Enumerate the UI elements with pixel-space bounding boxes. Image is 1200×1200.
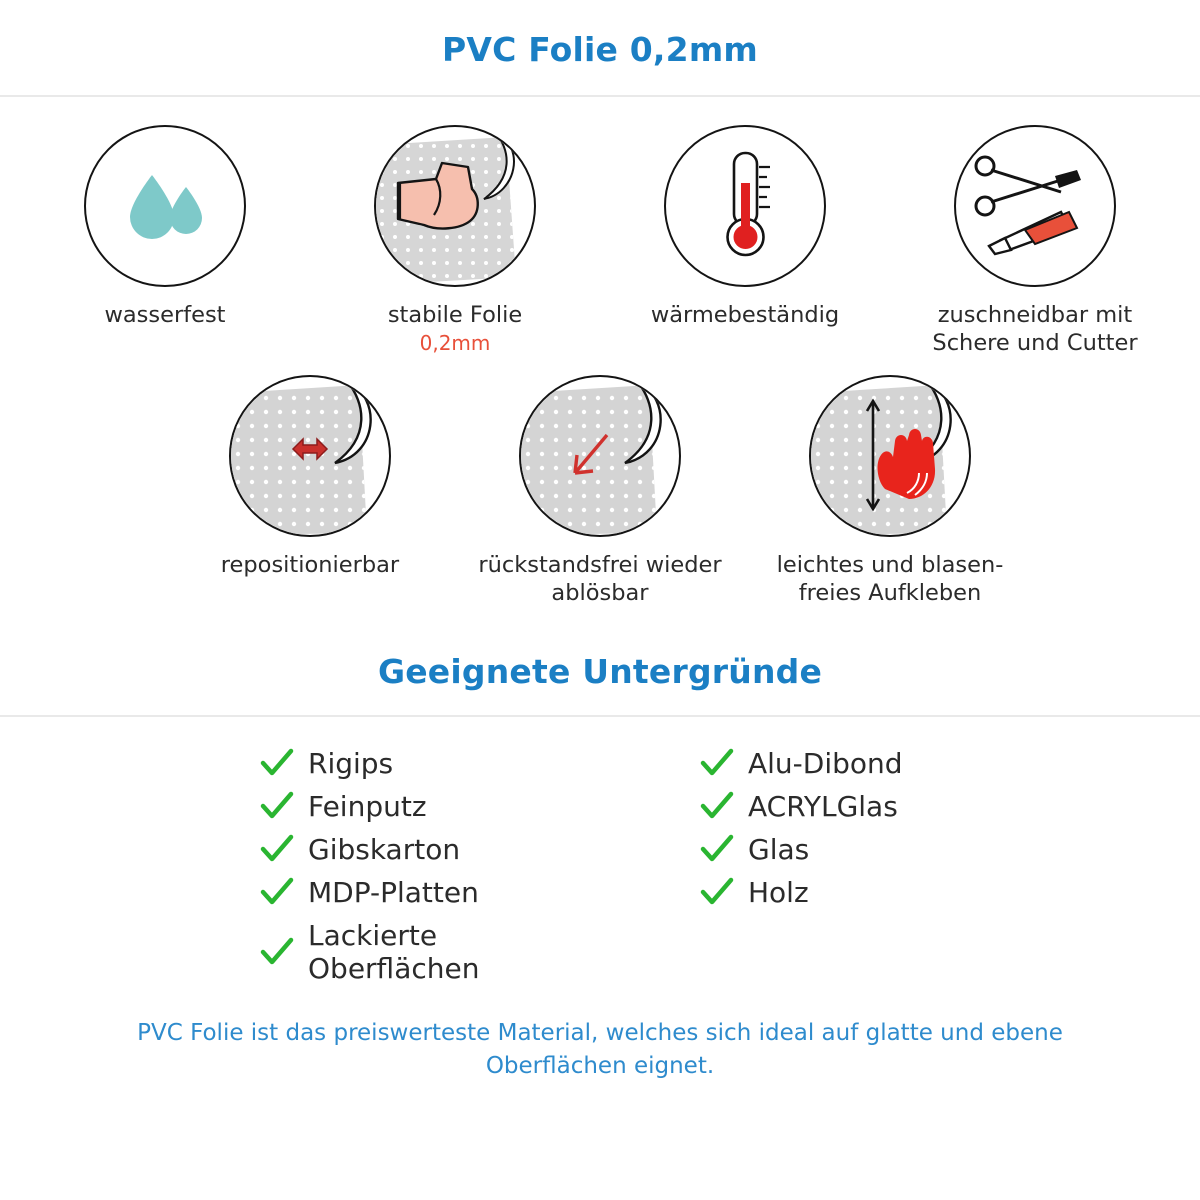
feature-rueckstandsfrei — [455, 375, 745, 607]
scissors-cutter-icon — [965, 136, 1105, 276]
check-icon — [700, 834, 734, 864]
header-divider — [0, 95, 1200, 97]
feature-label: stabile Folie — [387, 302, 523, 328]
feature-icon-circle — [519, 375, 681, 537]
feature-label: wasserfest — [104, 302, 226, 328]
surfaces-column-left — [160, 747, 600, 995]
list-item — [700, 747, 1040, 780]
feature-label: rückstandsfrei wieder ablösbar — [478, 552, 722, 607]
feature-waermebestaendig — [600, 125, 890, 329]
surfaces-column-right — [600, 747, 1040, 995]
list-item — [700, 876, 1040, 909]
check-icon — [700, 791, 734, 821]
features-row-1 — [0, 125, 1200, 357]
surface-label: MDP-Platten — [308, 875, 479, 909]
features-row-2 — [0, 375, 1200, 607]
surfaces-checklists — [0, 747, 1200, 995]
list-item — [700, 790, 1040, 823]
feature-aufkleben — [745, 375, 1035, 607]
surface-label: Alu-Dibond — [748, 746, 903, 780]
list-item — [260, 790, 600, 823]
check-icon — [700, 748, 734, 778]
feature-label: zuschneidbar mit Schere und Cutter — [932, 302, 1138, 357]
feature-icon-circle — [809, 375, 971, 537]
feature-icon-circle — [664, 125, 826, 287]
surface-label: Rigips — [308, 746, 394, 780]
check-icon — [260, 834, 294, 864]
feature-repositionierbar — [165, 375, 455, 579]
feature-icon-circle — [954, 125, 1116, 287]
list-item — [260, 919, 600, 985]
feature-icon-circle — [84, 125, 246, 287]
feature-label: repositionierbar — [220, 552, 400, 579]
surface-label: Holz — [748, 875, 809, 909]
page-title: PVC Folie 0,2mm — [441, 30, 759, 69]
feature-sublabel: 0,2mm — [419, 331, 491, 356]
surface-label: Glas — [748, 832, 810, 866]
surface-label: Gibskarton — [308, 832, 461, 866]
check-icon — [700, 877, 734, 907]
reposition-arrows-icon — [231, 377, 389, 535]
feature-stabile-folie — [310, 125, 600, 355]
hand-smoothing-icon — [811, 377, 969, 535]
feature-icon-circle — [229, 375, 391, 537]
check-icon — [260, 937, 294, 967]
thermometer-icon — [680, 141, 810, 271]
feature-label: leichtes und blasen-freies Aufkleben — [776, 552, 1004, 607]
section-untergruende — [0, 652, 1200, 717]
surface-label: ACRYLGlas — [748, 789, 898, 823]
section-divider — [0, 715, 1200, 717]
check-icon — [260, 791, 294, 821]
list-item — [260, 747, 600, 780]
list-item — [260, 876, 600, 909]
feature-wasserfest — [20, 125, 310, 329]
peel-off-arrow-icon — [521, 377, 679, 535]
list-item — [260, 833, 600, 866]
surface-label: Lackierte Oberflächen — [308, 918, 480, 985]
header — [0, 0, 1200, 97]
section-title: Geeignete Untergründe — [377, 651, 823, 691]
water-drops-icon — [100, 141, 230, 271]
strong-arm-icon — [376, 127, 534, 285]
surface-label: Feinputz — [308, 789, 427, 823]
footer-note: PVC Folie ist das preiswerteste Material, welches sich ideal auf glatte und ebene Oberflächen eignet. — [137, 1019, 1063, 1079]
check-icon — [260, 877, 294, 907]
feature-label: wärmebeständig — [650, 302, 840, 328]
list-item — [700, 833, 1040, 866]
check-icon — [260, 748, 294, 778]
feature-zuschneidbar — [890, 125, 1180, 357]
feature-icon-circle — [374, 125, 536, 287]
